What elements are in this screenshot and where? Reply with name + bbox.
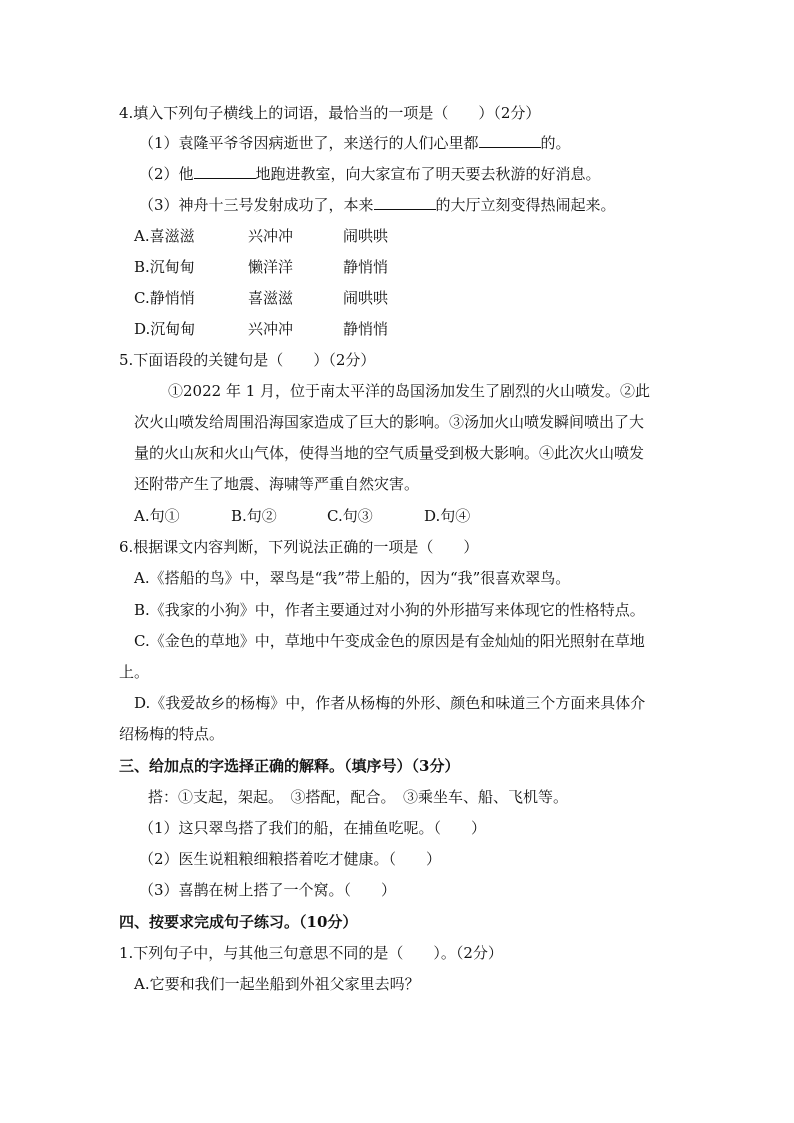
- q5-paragraph-line-3: 量的火山灰和火山气体，使得当地的空气质量受到极大影响。④此次火山喷发: [134, 444, 645, 462]
- option-word: 兴冲冲: [248, 227, 294, 245]
- q5-paragraph-line-1: ①2022 年 1 月，位于南太平洋的岛国汤加发生了剧烈的火山喷发。②此: [168, 382, 651, 400]
- section-3-item-2: （2）医生说粗粮细粮搭着吃才健康。（ ）: [139, 850, 442, 868]
- option-word: 闹哄哄: [343, 227, 389, 245]
- q6-option-c-cont: 上。: [119, 663, 150, 681]
- q5-option-a: A.句①: [134, 507, 180, 525]
- option-word: 喜滋滋: [248, 289, 294, 307]
- section-4-q1-stem: 1.下列句子中，与其他三句意思不同的是（ ）。（2分）: [119, 944, 503, 962]
- answer-blank: [479, 133, 541, 148]
- q5-stem: 5.下面语段的关键句是（ ）（2分）: [119, 351, 376, 369]
- q5-option-c: C.句③: [327, 507, 373, 525]
- q6-option-a: A.《搭船的鸟》中，翠鸟是“我”带上船的，因为“我”很喜欢翠鸟。: [134, 569, 571, 587]
- option-word: 静悄悄: [343, 258, 389, 276]
- answer-blank: [194, 164, 256, 179]
- option-word: 闹哄哄: [343, 289, 389, 307]
- answer-blank: [374, 195, 436, 210]
- option-word: 兴冲冲: [248, 320, 294, 338]
- q4-sentence-1: [139, 133, 571, 153]
- q6-option-d-cont: 绍杨梅的特点。: [119, 725, 225, 743]
- q4-sentence-2: [139, 164, 601, 184]
- option-word: B.沉甸甸: [134, 258, 195, 276]
- q6-option-b: B.《我家的小狗》中，作者主要通过对小狗的外形描写来体现它的性格特点。: [134, 601, 645, 619]
- section-3-heading: 三、给加点的字选择正确的解释。（填序号）（3分）: [119, 757, 460, 775]
- q6-option-c: C.《金色的草地》中，草地中午变成金色的原因是有金灿灿的阳光照射在草地: [134, 632, 645, 650]
- section-3-definition: 搭：①支起，架起。 ③搭配，配合。 ③乘坐车、船、飞机等。: [148, 788, 569, 806]
- section-3-item-3: （3）喜鹊在树上搭了一个窝。（ ）: [139, 881, 397, 899]
- q4-s2-post: 地跑进教室，向大家宣布了明天要去秋游的好消息。: [255, 165, 601, 183]
- q4-sentence-3: [139, 195, 616, 215]
- option-word: D.沉甸甸: [134, 320, 196, 338]
- section-4-heading: 四、按要求完成句子练习。（10分）: [119, 913, 358, 931]
- q5-paragraph-line-2: 次火山喷发给周围沿海国家造成了巨大的影响。③汤加火山喷发瞬间喷出了大: [134, 413, 645, 431]
- q4-s3-post: 的大厅立刻变得热闹起来。: [435, 196, 616, 214]
- q4-s1-pre: （1）袁隆平爷爷因病逝世了，来送行的人们心里都: [139, 134, 479, 152]
- q5-option-d: D.句④: [424, 507, 471, 525]
- q5-option-b: B.句②: [231, 507, 277, 525]
- q4-stem: 4.填入下列句子横线上的词语，最恰当的一项是（ ）（2分）: [119, 104, 541, 122]
- q6-option-d: D.《我爱故乡的杨梅》中，作者从杨梅的外形、颜色和味道三个方面来具体介: [134, 694, 646, 712]
- option-word: 懒洋洋: [248, 258, 294, 276]
- q6-stem: 6.根据课文内容判断，下列说法正确的一项是（ ）: [119, 538, 479, 556]
- option-word: C.静悄悄: [134, 289, 195, 307]
- q4-s1-post: 的。: [540, 134, 571, 152]
- option-word: 静悄悄: [343, 320, 389, 338]
- q4-s2-pre: （2）他: [139, 165, 194, 183]
- q5-paragraph-line-4: 还附带产生了地震、海啸等严重自然灾害。: [134, 475, 420, 493]
- section-3-item-1: （1）这只翠鸟搭了我们的船，在捕鱼吃呢。（ ）: [139, 819, 487, 837]
- q4-s3-pre: （3）神舟十三号发射成功了，本来: [139, 196, 374, 214]
- section-4-q1-option-a: A.它要和我们一起坐船到外祖父家里去吗？: [134, 975, 420, 993]
- option-word: A.喜滋滋: [134, 227, 195, 245]
